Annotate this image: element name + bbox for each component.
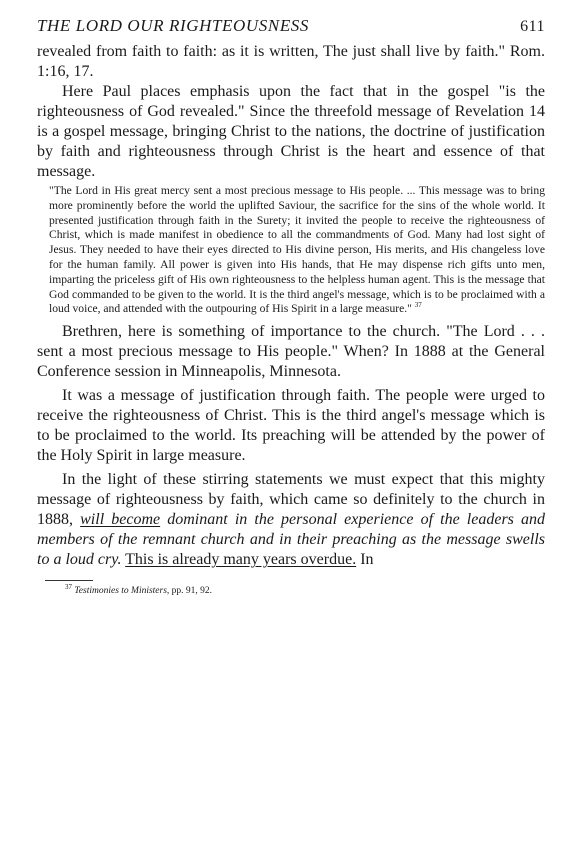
paragraph-4: It was a message of justification through faith. The people were urged to receive the righteousness of Christ. This is the third angel's message which is to be proclaimed to the world. Its preaching will be attended by the power of the Holy Spirit in large measure. <box>37 387 545 465</box>
page-number: 611 <box>520 18 545 35</box>
footnote-number: 37 <box>65 583 72 592</box>
page-header <box>37 16 545 40</box>
underlined-phrase-will-become: will become <box>80 511 161 529</box>
book-page <box>37 16 545 597</box>
footnote-pages: , pp. 91, 92. <box>166 586 213 597</box>
footnote <box>65 585 545 597</box>
block-quote <box>37 184 545 317</box>
footnote-reference: 37 <box>414 301 422 310</box>
footnote-divider <box>45 580 93 581</box>
paragraph-1: revealed from faith to faith: as it is written, The just shall live by faith." Rom. 1:16, 17. <box>37 43 545 80</box>
paragraph-3: Brethren, here is something of importance to the church. "The Lord . . . sent a most precious message to His people." When? In 1888 at the General Conference session in Minneapolis, Minnesota. <box>37 323 545 381</box>
running-title: THE LORD OUR RIGHTEOUSNESS <box>37 16 310 35</box>
paragraph-5 <box>37 470 545 570</box>
paragraph-5-end: In <box>360 551 374 569</box>
italic-emphasis: dominant in the personal experience of the leaders and members of the remnant church and in their preaching as the message swells to a loud cry. <box>37 511 546 569</box>
footnote-title: Testimonies to Ministers <box>74 586 167 597</box>
underlined-sentence: This is already many years overdue. <box>125 551 357 569</box>
block-quote-text: "The Lord in His great mercy sent a most precious message to His people. ... This message was to bring more prominently before the world the uplifted Saviour, the sacrifice for the sins of the whole world. It presented justification through faith in the Surety; it invited the people to receive the righteousness of Christ, which is made manifest in obedience to all the commandments of God. Many had lost sight of Jesus. They needed to have their eyes directed to His divine person, His merits, and His changeless love for the human family. All power is given into His hands, that He may dispense rich gifts unto men, imparting the priceless gift of His own righteousness to the helpless human agent. This is the message that God commanded to be given to the world. It is the third angel's message, which is to be proclaimed with a loud voice, and attended with the outpouring of His Spirit in a large measure." <box>49 184 545 316</box>
paragraph-5-start: In the light of these stirring statements we must expect that this mighty message of righteousness by faith, which came so definitely to the church in 1888, <box>37 471 545 529</box>
paragraph-2: Here Paul places emphasis upon the fact that in the gospel "is the righteousness of God revealed." Since the threefold message of Revelation 14 is a gospel message, bringing Christ to the nations, the doctrine of justification by faith and righteousness through Christ is the heart and essence of that message. <box>37 83 545 180</box>
